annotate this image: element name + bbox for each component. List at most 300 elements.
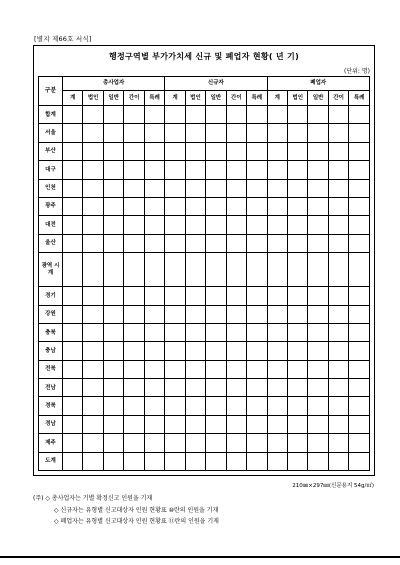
data-cell[interactable] (267, 161, 287, 179)
data-cell[interactable] (226, 161, 246, 179)
data-cell[interactable] (103, 287, 123, 305)
data-cell[interactable] (308, 342, 328, 360)
data-cell[interactable] (247, 305, 267, 323)
data-cell[interactable] (124, 397, 144, 415)
data-cell[interactable] (349, 397, 370, 415)
data-cell[interactable] (185, 124, 205, 142)
data-cell[interactable] (287, 197, 307, 215)
data-cell[interactable] (63, 253, 83, 287)
data-cell[interactable] (247, 216, 267, 234)
data-cell[interactable] (124, 142, 144, 160)
data-cell[interactable] (206, 124, 226, 142)
unit-label: (단위: 명) (344, 68, 370, 75)
data-cell[interactable] (63, 305, 83, 323)
subcolumn-header: 계 (63, 91, 83, 106)
data-cell[interactable] (206, 106, 226, 124)
data-cell[interactable] (349, 379, 370, 397)
data-cell[interactable] (124, 234, 144, 252)
data-cell[interactable] (63, 342, 83, 360)
data-cell[interactable] (267, 234, 287, 252)
table-row (39, 197, 370, 215)
data-cell[interactable] (144, 415, 164, 433)
data-cell[interactable] (267, 397, 287, 415)
data-cell[interactable] (103, 452, 123, 470)
data-cell[interactable] (308, 161, 328, 179)
data-cell[interactable] (165, 397, 185, 415)
data-cell[interactable] (267, 179, 287, 197)
data-cell[interactable] (349, 342, 370, 360)
data-cell[interactable] (144, 434, 164, 452)
data-cell[interactable] (103, 179, 123, 197)
form-title: 행정구역별 부가가치세 신규 및 폐업자 현황( 년 기) (108, 52, 300, 61)
data-cell[interactable] (83, 360, 103, 378)
data-cell[interactable] (165, 216, 185, 234)
data-cell[interactable] (83, 379, 103, 397)
data-cell[interactable] (226, 397, 246, 415)
data-cell[interactable] (124, 360, 144, 378)
data-cell[interactable] (83, 415, 103, 433)
data-cell[interactable] (165, 342, 185, 360)
data-cell[interactable] (63, 360, 83, 378)
data-cell[interactable] (247, 360, 267, 378)
data-cell[interactable] (287, 106, 307, 124)
data-cell[interactable] (308, 379, 328, 397)
data-cell[interactable] (287, 179, 307, 197)
data-cell[interactable] (247, 323, 267, 341)
data-cell[interactable] (206, 434, 226, 452)
data-cell[interactable] (83, 216, 103, 234)
data-cell[interactable] (165, 197, 185, 215)
data-cell[interactable] (226, 415, 246, 433)
data-cell[interactable] (83, 305, 103, 323)
data-cell[interactable] (103, 323, 123, 341)
data-cell[interactable] (287, 142, 307, 160)
data-cell[interactable] (267, 287, 287, 305)
data-cell[interactable] (124, 287, 144, 305)
data-cell[interactable] (185, 106, 205, 124)
data-cell[interactable] (226, 434, 246, 452)
data-cell[interactable] (185, 434, 205, 452)
data-cell[interactable] (206, 234, 226, 252)
data-cell[interactable] (185, 197, 205, 215)
data-cell[interactable] (247, 287, 267, 305)
data-cell[interactable] (287, 452, 307, 470)
data-cell[interactable] (63, 106, 83, 124)
data-cell[interactable] (165, 452, 185, 470)
data-cell[interactable] (124, 179, 144, 197)
data-cell[interactable] (328, 234, 348, 252)
data-cell[interactable] (206, 197, 226, 215)
data-cell[interactable] (103, 234, 123, 252)
data-cell[interactable] (328, 124, 348, 142)
data-cell[interactable] (226, 253, 246, 287)
data-cell[interactable] (103, 360, 123, 378)
data-cell[interactable] (308, 142, 328, 160)
data-cell[interactable] (124, 161, 144, 179)
data-cell[interactable] (267, 197, 287, 215)
data-cell[interactable] (83, 197, 103, 215)
region-label: 경기 (39, 287, 63, 305)
data-cell[interactable] (267, 253, 287, 287)
data-cell[interactable] (206, 452, 226, 470)
data-cell[interactable] (185, 397, 205, 415)
data-cell[interactable] (349, 142, 370, 160)
data-cell[interactable] (165, 234, 185, 252)
data-cell[interactable] (124, 197, 144, 215)
data-cell[interactable] (103, 379, 123, 397)
data-cell[interactable] (185, 452, 205, 470)
data-cell[interactable] (226, 142, 246, 160)
data-cell[interactable] (287, 124, 307, 142)
data-cell[interactable] (308, 452, 328, 470)
data-cell[interactable] (267, 323, 287, 341)
data-cell[interactable] (144, 197, 164, 215)
data-cell[interactable] (247, 106, 267, 124)
data-cell[interactable] (247, 415, 267, 433)
data-cell[interactable] (144, 253, 164, 287)
data-cell[interactable] (144, 397, 164, 415)
data-cell[interactable] (124, 415, 144, 433)
data-cell[interactable] (267, 142, 287, 160)
data-cell[interactable] (226, 179, 246, 197)
subcolumn-header: 특례 (247, 91, 267, 106)
data-cell[interactable] (103, 124, 123, 142)
data-cell[interactable] (247, 161, 267, 179)
data-cell[interactable] (206, 342, 226, 360)
data-cell[interactable] (165, 323, 185, 341)
data-cell[interactable] (226, 342, 246, 360)
data-cell[interactable] (124, 323, 144, 341)
data-cell[interactable] (165, 142, 185, 160)
footnotes (33, 493, 219, 528)
data-cell[interactable] (226, 360, 246, 378)
data-cell[interactable] (83, 434, 103, 452)
data-cell[interactable] (267, 379, 287, 397)
data-cell[interactable] (247, 342, 267, 360)
data-cell[interactable] (165, 161, 185, 179)
data-cell[interactable] (83, 179, 103, 197)
data-cell[interactable] (63, 234, 83, 252)
data-cell[interactable] (328, 415, 348, 433)
data-cell[interactable] (308, 397, 328, 415)
data-cell[interactable] (349, 452, 370, 470)
data-cell[interactable] (63, 397, 83, 415)
data-cell[interactable] (328, 360, 348, 378)
data-cell[interactable] (206, 323, 226, 341)
data-cell[interactable] (185, 234, 205, 252)
data-cell[interactable] (349, 197, 370, 215)
data-cell[interactable] (165, 287, 185, 305)
data-cell[interactable] (287, 234, 307, 252)
data-cell[interactable] (267, 305, 287, 323)
data-cell[interactable] (103, 415, 123, 433)
data-cell[interactable] (103, 106, 123, 124)
data-cell[interactable] (328, 161, 348, 179)
data-cell[interactable] (63, 142, 83, 160)
data-cell[interactable] (144, 161, 164, 179)
data-cell[interactable] (103, 434, 123, 452)
data-cell[interactable] (328, 434, 348, 452)
data-cell[interactable] (185, 179, 205, 197)
data-cell[interactable] (328, 305, 348, 323)
data-cell[interactable] (165, 305, 185, 323)
data-cell[interactable] (308, 434, 328, 452)
data-cell[interactable] (83, 161, 103, 179)
data-cell[interactable] (103, 197, 123, 215)
data-cell[interactable] (226, 287, 246, 305)
data-cell[interactable] (267, 415, 287, 433)
data-cell[interactable] (144, 342, 164, 360)
data-cell[interactable] (247, 452, 267, 470)
data-cell[interactable] (63, 379, 83, 397)
data-cell[interactable] (165, 179, 185, 197)
data-cell[interactable] (349, 216, 370, 234)
data-cell[interactable] (328, 397, 348, 415)
data-cell[interactable] (63, 197, 83, 215)
data-cell[interactable] (247, 234, 267, 252)
data-cell[interactable] (247, 142, 267, 160)
data-cell[interactable] (83, 124, 103, 142)
data-cell[interactable] (287, 360, 307, 378)
data-cell[interactable] (206, 397, 226, 415)
data-cell[interactable] (226, 216, 246, 234)
data-cell[interactable] (247, 124, 267, 142)
data-cell[interactable] (308, 287, 328, 305)
data-cell[interactable] (247, 179, 267, 197)
data-cell[interactable] (83, 253, 103, 287)
data-cell[interactable] (206, 253, 226, 287)
data-cell[interactable] (103, 161, 123, 179)
data-cell[interactable] (206, 142, 226, 160)
data-cell[interactable] (287, 323, 307, 341)
subcolumn-header: 일반 (308, 91, 328, 106)
data-cell[interactable] (226, 305, 246, 323)
data-cell[interactable] (247, 197, 267, 215)
data-cell[interactable] (328, 142, 348, 160)
footnote-3: ◇ 폐업자는 유형별 신고대상자 인원 현황표 ⑪란의 인원을 기재 (54, 518, 219, 525)
table-row (39, 106, 370, 124)
data-cell[interactable] (185, 323, 205, 341)
data-cell[interactable] (185, 142, 205, 160)
data-cell[interactable] (63, 179, 83, 197)
data-cell[interactable] (349, 161, 370, 179)
data-cell[interactable] (144, 360, 164, 378)
data-cell[interactable] (349, 234, 370, 252)
data-cell[interactable] (124, 434, 144, 452)
data-cell[interactable] (308, 216, 328, 234)
data-cell[interactable] (349, 124, 370, 142)
data-cell[interactable] (63, 161, 83, 179)
data-cell[interactable] (63, 124, 83, 142)
data-cell[interactable] (206, 179, 226, 197)
data-cell[interactable] (308, 179, 328, 197)
data-cell[interactable] (144, 179, 164, 197)
data-cell[interactable] (308, 234, 328, 252)
data-cell[interactable] (144, 216, 164, 234)
data-cell[interactable] (287, 253, 307, 287)
data-cell[interactable] (328, 253, 348, 287)
data-cell[interactable] (124, 342, 144, 360)
data-cell[interactable] (226, 452, 246, 470)
data-cell[interactable] (103, 142, 123, 160)
data-cell[interactable] (124, 124, 144, 142)
data-cell[interactable] (124, 106, 144, 124)
data-cell[interactable] (247, 397, 267, 415)
data-cell[interactable] (103, 216, 123, 234)
paper-size-note: 210㎜×297㎜(신문용지 54g/㎡) (292, 483, 374, 489)
data-cell[interactable] (287, 397, 307, 415)
data-cell[interactable] (328, 287, 348, 305)
data-cell[interactable] (83, 452, 103, 470)
data-cell[interactable] (308, 323, 328, 341)
data-cell[interactable] (308, 415, 328, 433)
data-cell[interactable] (63, 415, 83, 433)
data-cell[interactable] (185, 342, 205, 360)
data-cell[interactable] (349, 323, 370, 341)
data-cell[interactable] (267, 452, 287, 470)
subcolumn-header: 계 (267, 91, 287, 106)
data-cell[interactable] (328, 452, 348, 470)
data-cell[interactable] (267, 124, 287, 142)
data-cell[interactable] (287, 287, 307, 305)
data-cell[interactable] (83, 397, 103, 415)
data-cell[interactable] (103, 305, 123, 323)
data-cell[interactable] (206, 379, 226, 397)
data-cell[interactable] (144, 106, 164, 124)
data-cell[interactable] (83, 287, 103, 305)
data-cell[interactable] (328, 342, 348, 360)
data-cell[interactable] (83, 106, 103, 124)
data-cell[interactable] (185, 360, 205, 378)
data-cell[interactable] (206, 415, 226, 433)
data-cell[interactable] (287, 379, 307, 397)
data-cell[interactable] (83, 142, 103, 160)
data-cell[interactable] (226, 197, 246, 215)
data-cell[interactable] (103, 253, 123, 287)
data-cell[interactable] (63, 323, 83, 341)
data-cell[interactable] (349, 415, 370, 433)
table-row (39, 379, 370, 397)
data-cell[interactable] (144, 142, 164, 160)
data-cell[interactable] (349, 305, 370, 323)
data-cell[interactable] (206, 161, 226, 179)
data-cell[interactable] (63, 452, 83, 470)
data-cell[interactable] (124, 452, 144, 470)
data-cell[interactable] (328, 323, 348, 341)
data-cell[interactable] (185, 216, 205, 234)
data-cell[interactable] (144, 452, 164, 470)
data-cell[interactable] (349, 106, 370, 124)
data-cell[interactable] (124, 379, 144, 397)
data-cell[interactable] (308, 305, 328, 323)
data-cell[interactable] (144, 124, 164, 142)
data-cell[interactable] (226, 106, 246, 124)
data-cell[interactable] (124, 216, 144, 234)
data-cell[interactable] (165, 434, 185, 452)
region-label: 충북 (39, 323, 63, 341)
data-cell[interactable] (267, 342, 287, 360)
data-cell[interactable] (226, 234, 246, 252)
data-cell[interactable] (308, 253, 328, 287)
data-cell[interactable] (349, 360, 370, 378)
data-cell[interactable] (349, 434, 370, 452)
data-cell[interactable] (287, 216, 307, 234)
data-cell[interactable] (349, 179, 370, 197)
data-cell[interactable] (267, 434, 287, 452)
data-cell[interactable] (144, 379, 164, 397)
subcolumn-header: 법인 (83, 91, 103, 106)
data-cell[interactable] (226, 379, 246, 397)
data-cell[interactable] (165, 124, 185, 142)
data-cell[interactable] (206, 216, 226, 234)
data-cell[interactable] (124, 305, 144, 323)
data-cell[interactable] (206, 287, 226, 305)
data-cell[interactable] (287, 161, 307, 179)
data-cell[interactable] (144, 305, 164, 323)
data-cell[interactable] (63, 216, 83, 234)
data-cell[interactable] (247, 253, 267, 287)
data-cell[interactable] (247, 379, 267, 397)
data-cell[interactable] (185, 305, 205, 323)
data-cell[interactable] (165, 415, 185, 433)
data-cell[interactable] (185, 415, 205, 433)
data-cell[interactable] (328, 379, 348, 397)
data-cell[interactable] (63, 434, 83, 452)
data-cell[interactable] (287, 415, 307, 433)
data-cell[interactable] (349, 253, 370, 287)
data-cell[interactable] (165, 360, 185, 378)
data-cell[interactable] (267, 360, 287, 378)
data-cell[interactable] (287, 342, 307, 360)
data-cell[interactable] (328, 216, 348, 234)
data-cell[interactable] (185, 287, 205, 305)
data-cell[interactable] (226, 124, 246, 142)
data-cell[interactable] (144, 234, 164, 252)
data-cell[interactable] (185, 379, 205, 397)
data-cell[interactable] (328, 197, 348, 215)
data-cell[interactable] (165, 379, 185, 397)
data-cell[interactable] (83, 234, 103, 252)
data-cell[interactable] (63, 287, 83, 305)
data-cell[interactable] (308, 197, 328, 215)
data-cell[interactable] (328, 179, 348, 197)
data-cell[interactable] (165, 106, 185, 124)
data-cell[interactable] (124, 253, 144, 287)
data-cell[interactable] (185, 161, 205, 179)
data-cell[interactable] (206, 305, 226, 323)
data-cell[interactable] (144, 287, 164, 305)
data-cell[interactable] (144, 323, 164, 341)
data-cell[interactable] (83, 323, 103, 341)
data-cell[interactable] (308, 124, 328, 142)
data-cell[interactable] (287, 434, 307, 452)
data-cell[interactable] (206, 360, 226, 378)
data-cell[interactable] (349, 287, 370, 305)
data-cell[interactable] (267, 216, 287, 234)
data-cell[interactable] (247, 434, 267, 452)
data-cell[interactable] (226, 323, 246, 341)
data-cell[interactable] (83, 342, 103, 360)
data-cell[interactable] (103, 342, 123, 360)
data-cell[interactable] (165, 253, 185, 287)
data-cell[interactable] (328, 106, 348, 124)
data-cell[interactable] (308, 360, 328, 378)
data-cell[interactable] (308, 106, 328, 124)
data-cell[interactable] (287, 305, 307, 323)
data-cell[interactable] (185, 253, 205, 287)
data-cell[interactable] (267, 106, 287, 124)
data-cell[interactable] (103, 397, 123, 415)
